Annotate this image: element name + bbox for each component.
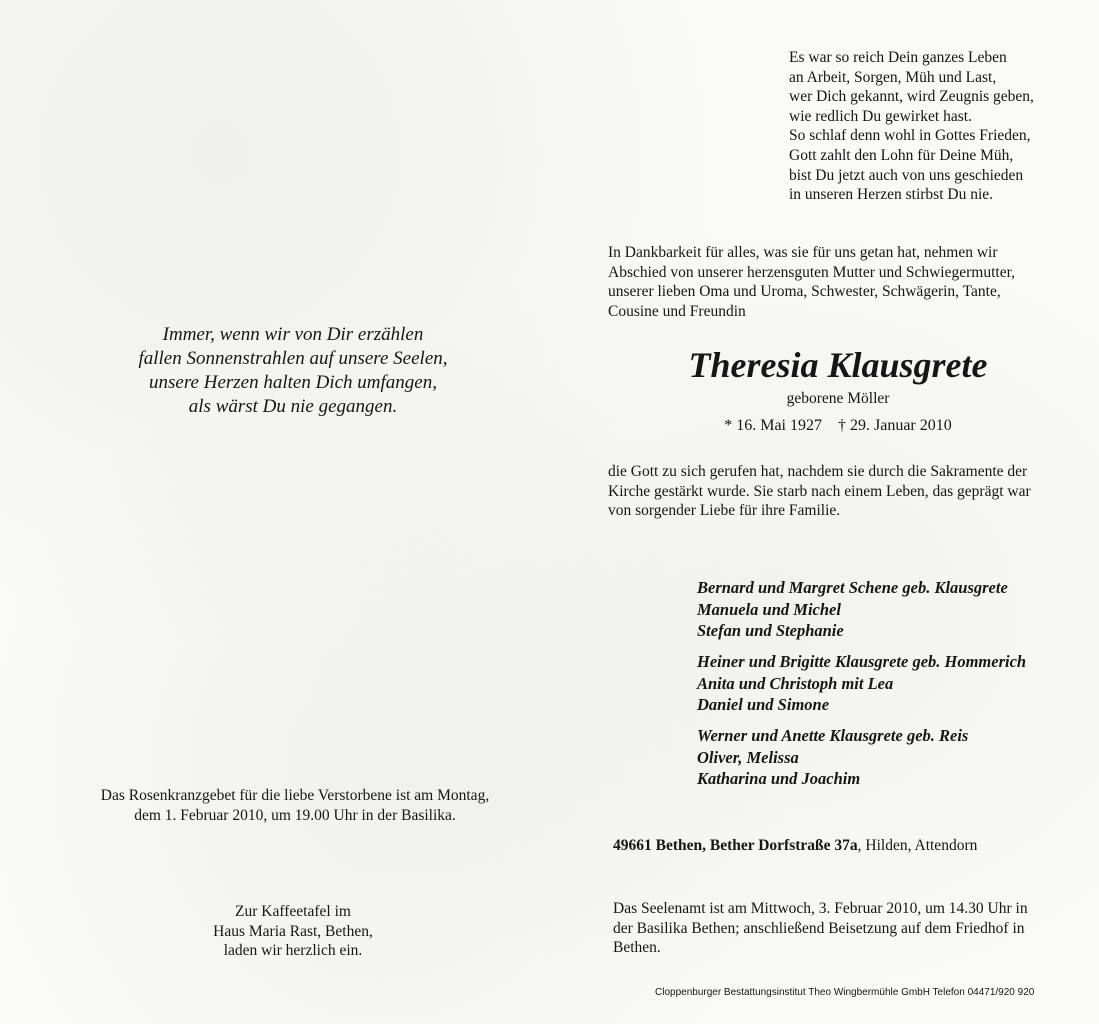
address-main: 49661 Bethen, Bether Dorfstraße 37a [613,837,858,854]
quote-line: Immer, wenn wir von Dir erzählen [162,324,424,345]
family-member: Stefan und Stephanie [697,621,844,640]
coffee-line: Haus Maria Rast, Bethen, [213,922,373,940]
family-member: Anita und Christoph mit Lea [697,673,894,693]
intro-line: Cousine und Freundin [608,302,746,320]
deceased-name: Theresia Klausgrete [688,345,988,385]
mourner-address [613,836,977,856]
coffee-invitation [168,902,418,961]
rosary-line: dem 1. Februar 2010, um 19.00 Uhr in der Basilika. [134,806,456,824]
called-home-text [608,462,1031,521]
family-member: Heiner und Brigitte Klausgrete geb. Hommerich [697,652,1027,671]
poem-line: bist Du jetzt auch von uns geschieden [789,166,1024,184]
intro-line: Abschied von unserer herzensguten Mutter und Schwiegermutter, [608,263,1015,281]
memorial-quote [108,323,478,419]
birth-date: * 16. Mai 1927 [724,417,822,434]
poem [789,48,1034,205]
death-date: † 29. Januar 2010 [838,417,952,434]
family-member: Werner und Anette Klausgrete geb. Reis [697,726,969,745]
poem-line: wie redlich Du gewirket hast. [789,107,972,125]
rosary-line: Das Rosenkranzgebet für die liebe Verstorbene ist am Montag, [100,787,490,804]
family-member: Manuela und Michel [697,599,841,619]
birth-name: geborene Möller [786,390,890,407]
requiem-line: Bethen. [613,939,661,957]
address-towns: , Hilden, Attendorn [857,837,978,854]
family-member: Daniel und Simone [697,695,830,714]
poem-line: Gott zahlt den Lohn für Deine Müh, [789,146,1014,164]
poem-line: So schlaf denn wohl in Gottes Frieden, [789,127,1031,145]
poem-line: Es war so reich Dein ganzes Leben [789,49,1007,66]
requiem-line: Das Seelenamt ist am Mittwoch, 3. Februar 2010, um 14.30 Uhr in [613,900,1028,917]
quote-line: fallen Sonnenstrahlen auf unsere Seelen, [138,348,448,369]
called-line: von sorgender Liebe für ihre Familie. [608,502,841,520]
family-member: Katharina und Joachim [697,769,861,788]
poem-line: in unseren Herzen stirbst Du nie. [789,186,994,204]
called-line: die Gott zu sich gerufen hat, nachdem sie durch die Sakramente der [608,463,1028,480]
requiem-notice [613,899,1028,958]
quote-line: als wärst Du nie gegangen. [188,396,398,417]
life-dates [608,416,1068,436]
family-member: Bernard und Margret Schene geb. Klausgrete [697,578,1008,597]
intro-line: unserer lieben Oma und Uroma, Schwester, Schwägerin, Tante, [608,283,1001,301]
intro-line: In Dankbarkeit für alles, was sie für uns getan hat, nehmen wir [608,244,998,261]
family-group [697,651,1026,716]
called-line: Kirche gestärkt wurde. Sie starb nach einem Leben, das geprägt war [608,482,1031,500]
family-group [697,577,1008,642]
rosary-notice [80,786,510,825]
family-member: Oliver, Melissa [697,747,799,767]
poem-line: wer Dich gekannt, wird Zeugnis geben, [789,88,1034,106]
coffee-line: laden wir herzlich ein. [223,942,363,960]
coffee-line: Zur Kaffeetafel im [235,903,351,920]
poem-line: an Arbeit, Sorgen, Müh und Last, [789,68,997,86]
quote-line: unsere Herzen halten Dich umfangen, [149,372,437,393]
intro-text [608,243,1015,321]
undertaker-footer: Cloppenburger Bestattungsinstitut Theo Wingbermühle GmbH Telefon 04471/920 920 [655,987,1035,998]
family-group [697,725,968,790]
requiem-line: der Basilika Bethen; anschließend Beisetzung auf dem Friedhof in [613,919,1025,937]
